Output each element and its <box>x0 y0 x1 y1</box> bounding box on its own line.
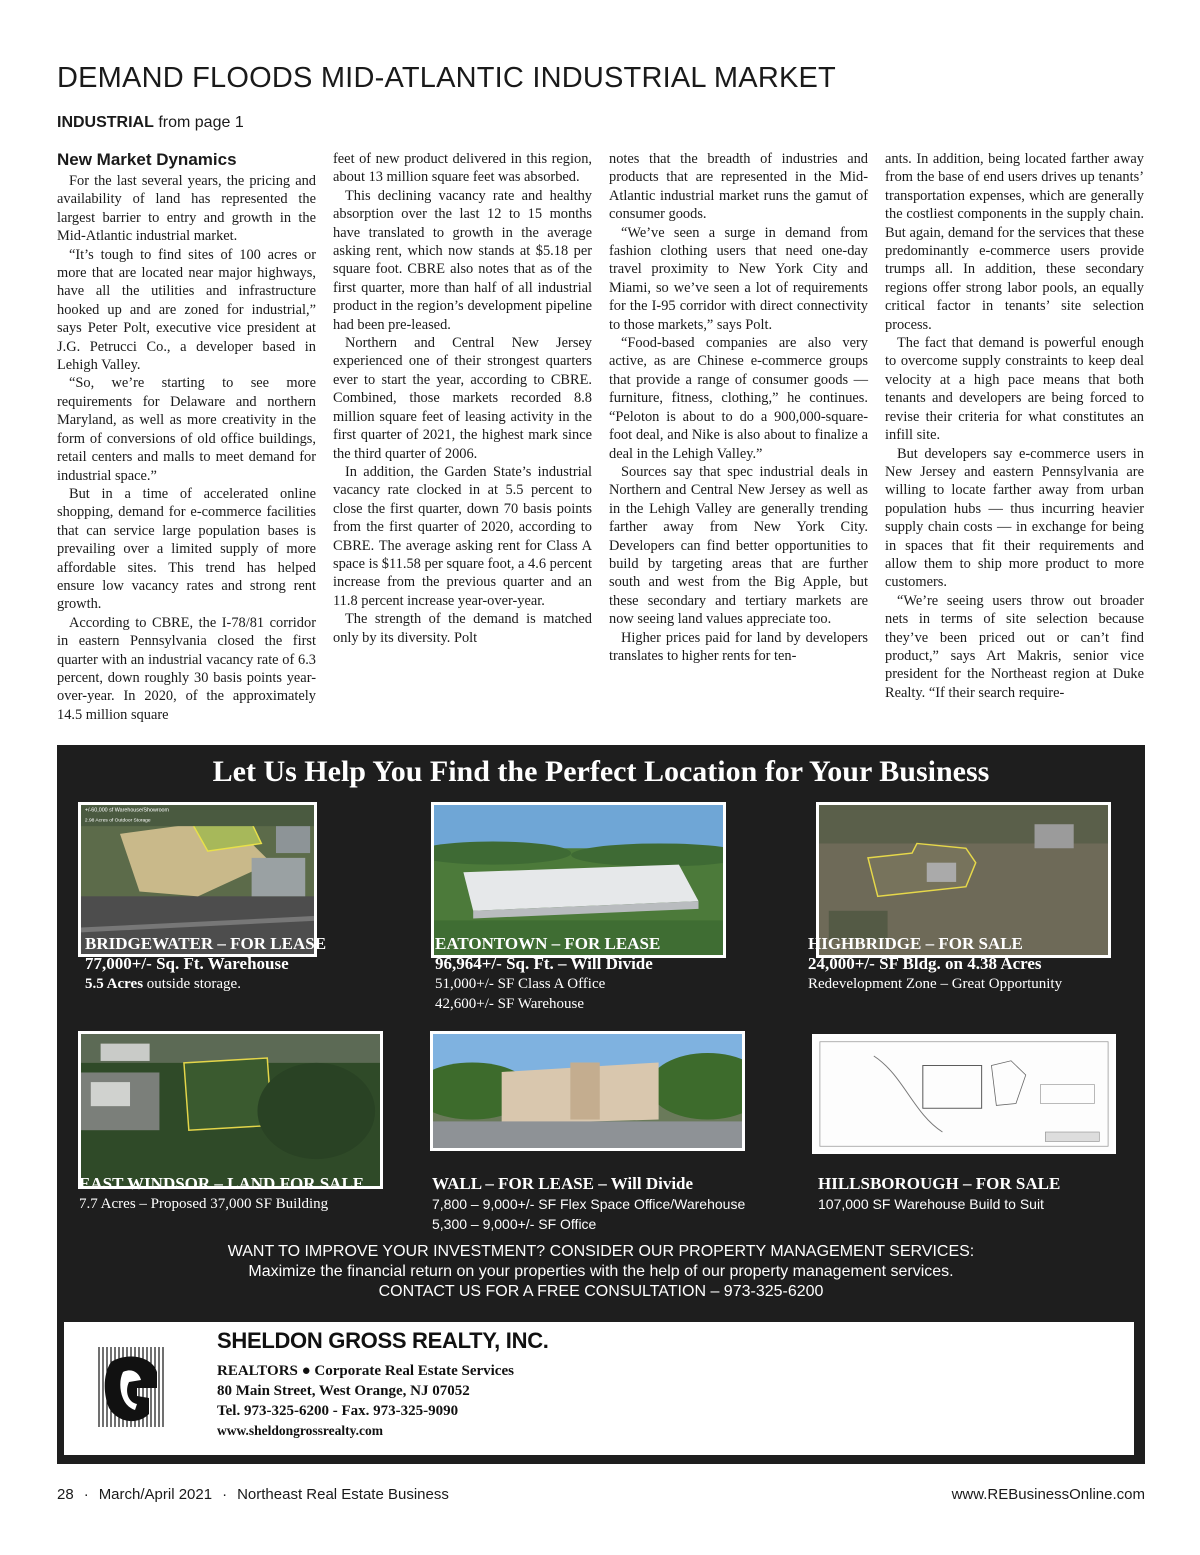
page-title: DEMAND FLOODS MID-ATLANTIC INDUSTRIAL MARKET <box>57 62 836 94</box>
listing-title: BRIDGEWATER – FOR LEASE <box>85 934 327 953</box>
company-website-link[interactable]: www.sheldongrossrealty.com <box>217 1423 384 1438</box>
paragraph: In addition, the Garden State’s industrial vacancy rate clocked in at 5.5 percent to close the first quarter, down 70 basis points from the first quarter of 2020, according to CBRE. The average asking rent for Class A space is $11.58 per square foot, a 4.6 percent increase from the previous quarter and an 11.8 percent increase year-over-year. <box>333 463 592 609</box>
company-address: 80 Main Street, West Orange, NJ 07052 <box>217 1383 470 1399</box>
article-column-4 <box>885 150 1144 728</box>
paragraph: “We’ve seen a surge in demand from fashion clothing users that need one-day travel proximity to New York City and Miami, so we’ve seen a lot of requirements for the I-95 corridor with direct connectivity to those markets,” says Polt. <box>609 224 868 333</box>
company-phone: Tel. 973-325-6200 - Fax. 973-325-9090 <box>217 1403 459 1419</box>
paragraph: “So, we’re starting to see more requirements for Delaware and northern Maryland, as well as more creativity in the form of conversions of old office buildings, retail centers and malls to meet demand for industrial space.” <box>57 375 316 484</box>
article-body <box>57 150 1145 728</box>
photo-caption: +/-60,000 sf Warehouse/Showroom <box>84 807 170 814</box>
listing-size: 77,000+/- Sq. Ft. Warehouse <box>85 954 289 973</box>
paragraph: “Food-based companies are also very active, as are Chinese e-commerce groups that provide a range of consumer goods — furniture, fitness, clothing,” he continues. “Peloton is about to do a 900,000-square-foot deal, and Nike is also about to finalize a deal in the Lehigh Valley.” <box>609 335 868 462</box>
listing-title: EATONTOWN – FOR LEASE <box>435 934 661 953</box>
listing-detail: 42,600+/- SF Warehouse <box>435 996 585 1012</box>
paragraph: But developers say e-commerce users in New Jersey and eastern Pennsylvania are willing to locate farther away from urban population hubs — thus incurring heavier supply chain costs — in exchange for being in spaces that fit their requirements and allow them to ship more product to more customers. <box>885 445 1144 591</box>
company-info-box <box>64 1322 1134 1455</box>
footer-separator: · <box>222 1486 228 1503</box>
paragraph: The fact that demand is powerful enough to overcome supply constraints to keep deal velocity at a high pace means that both tenants and developers are being forced to revise their criteria for what constitutes an infill site. <box>885 335 1144 444</box>
listing-detail: 7,800 – 9,000+/- SF Flex Space Office/Warehouse <box>432 1196 746 1212</box>
footer-website-link[interactable]: www.REBusinessOnline.com <box>951 1486 1145 1503</box>
listing-detail <box>85 974 326 994</box>
company-tagline: REALTORS ● Corporate Real Estate Services <box>217 1363 514 1379</box>
ad-headline: Let Us Help You Find the Perfect Location for Your Business <box>212 755 990 788</box>
company-name: SHELDON GROSS REALTY, INC. <box>217 1328 549 1353</box>
paragraph: Northern and Central New Jersey experienced one of their strongest quarters ever to start the year, according to CBRE. Combined, those markets recorded 8.8 million square feet of leasing activity in the first quarter of 2021, the highest mark since the third quarter of 2006. <box>333 335 592 462</box>
sheldon-gross-logo-icon <box>97 1342 167 1432</box>
east-windsor-photo <box>78 1031 383 1189</box>
paragraph: The strength of the demand is matched only by its diversity. Polt <box>333 611 592 646</box>
listing-eatontown <box>435 934 660 1014</box>
jump-section: INDUSTRIAL <box>57 114 154 131</box>
issue-date: March/April 2021 <box>98 1486 213 1503</box>
article-subhead: New Market Dynamics <box>57 150 237 169</box>
paragraph: Sources say that spec industrial deals in Northern and Central New Jersey as well as in the Lehigh Valley are generally trending farther away from New York City. Developers can find better opportunities to build by targeting areas that are further south and west from the Big Apple, but these secondary and tertiary markets are now seeing land values appreciate too. <box>609 463 868 628</box>
listing-hillsborough <box>818 1174 1060 1214</box>
listing-size: 24,000+/- SF Bldg. on 4.38 Acres <box>808 954 1042 973</box>
article-column-2 <box>333 150 592 728</box>
article-column-1 <box>57 150 316 728</box>
listing-detail: 107,000 SF Warehouse Build to Suit <box>818 1196 1044 1212</box>
listing-title: HILLSBOROUGH – FOR SALE <box>818 1174 1061 1193</box>
listing-detail: 5,300 – 9,000+/- SF Office <box>432 1216 597 1232</box>
listing-bridgewater <box>85 934 326 994</box>
footer-separator: · <box>83 1486 89 1503</box>
paragraph: “It’s tough to find sites of 100 acres or more that are located near major highways, have all the utilities and infrastructure hooked up and are zoned for industrial,” says Peter Polt, executive vice president at J.G. Petrucci Co., a developer based in Lehigh Valley. <box>57 246 316 374</box>
listing-title: EAST WINDSOR – LAND FOR SALE <box>79 1174 365 1193</box>
promo-line: CONTACT US FOR A FREE CONSULTATION – 973-325-6200 <box>378 1283 824 1300</box>
jump-line <box>57 114 244 132</box>
page-number: 28 <box>57 1486 74 1503</box>
listing-size: 96,964+/- Sq. Ft. – Will Divide <box>435 954 653 973</box>
listing-detail-text: outside storage. <box>143 976 241 992</box>
paragraph: Higher prices paid for land by developers translates to higher rents for ten- <box>609 629 868 664</box>
listing-highbridge <box>808 934 1062 994</box>
listing-detail: 7.7 Acres – Proposed 37,000 SF Building <box>79 1196 329 1212</box>
listing-wall <box>432 1174 745 1234</box>
paragraph: But in a time of accelerated online shopping, demand for e-commerce facilities that can service large population bases is prevailing over a limited supply of more affordable sites. This trend has helped ensure low vacancy rates and strong rent growth. <box>57 485 316 613</box>
wall-photo <box>430 1031 745 1151</box>
paragraph: For the last several years, the pricing and availability of land has represented the largest barrier to entry and growth in the Mid-Atlantic industrial market. <box>57 173 316 245</box>
jump-rest: from page 1 <box>153 114 244 131</box>
paragraph: feet of new product delivered in this region, about 13 million square feet was absorbed. <box>333 151 592 186</box>
property-management-promo <box>57 1242 1145 1302</box>
paragraph: This declining vacancy rate and healthy absorption over the last 12 to 15 months have translated to growth in the average asking rent, which now stands at $5.18 per square foot. CBRE also notes that as of the first quarter, more than half of all industrial product in the region’s development pipeline had been pre-leased. <box>333 187 592 333</box>
publication-name: Northeast Real Estate Business <box>237 1486 449 1503</box>
paragraph: ants. In addition, being located farther away from the base of end users drives up tenants’ transportation expenses, which are generally the costliest components in the supply chain. But again, demand for the services that these predominantly e-commerce users provide trumps all. In addition, these secondary regions offer strong labor pools, an equally critical factor in tenants’ site selection process. <box>885 151 1144 333</box>
paragraph: According to CBRE, the I-78/81 corridor in eastern Pennsylvania closed the first quarter with an industrial vacancy rate of 6.3 percent, down roughly 30 basis points year-over-year. In 2020, of the approximately 14.5 million square <box>57 614 316 723</box>
hillsborough-site-plan <box>812 1034 1116 1154</box>
listing-title: WALL – FOR LEASE – Will Divide <box>432 1174 694 1193</box>
promo-line: Maximize the financial return on your properties with the help of our property management services. <box>248 1263 954 1280</box>
page-footer <box>57 1486 1145 1503</box>
listing-detail-bold: 5.5 Acres <box>85 976 144 992</box>
article-column-3 <box>609 150 868 728</box>
paragraph: notes that the breadth of industries and products that are represented in the Mid-Atlantic industrial market runs the gamut of consumer goods. <box>609 151 868 223</box>
promo-line: WANT TO IMPROVE YOUR INVESTMENT? CONSIDER OUR PROPERTY MANAGEMENT SERVICES: <box>227 1243 975 1260</box>
listing-detail: Redevelopment Zone – Great Opportunity <box>808 976 1063 992</box>
listing-east-windsor <box>79 1174 364 1214</box>
footer-left <box>57 1486 449 1503</box>
photo-caption: 2.98 Acres of Outdoor Storage <box>84 818 151 824</box>
paragraph: “We’re seeing users throw out broader nets in terms of site selection because they’ve been priced out or can’t find product,” says Art Makris, senior vice president for the Northeast region at Duke Realty. “If their search require- <box>885 592 1144 701</box>
listing-detail: 51,000+/- SF Class A Office <box>435 976 606 992</box>
advertisement <box>57 745 1145 1464</box>
listing-title: HIGHBRIDGE – FOR SALE <box>808 934 1023 953</box>
